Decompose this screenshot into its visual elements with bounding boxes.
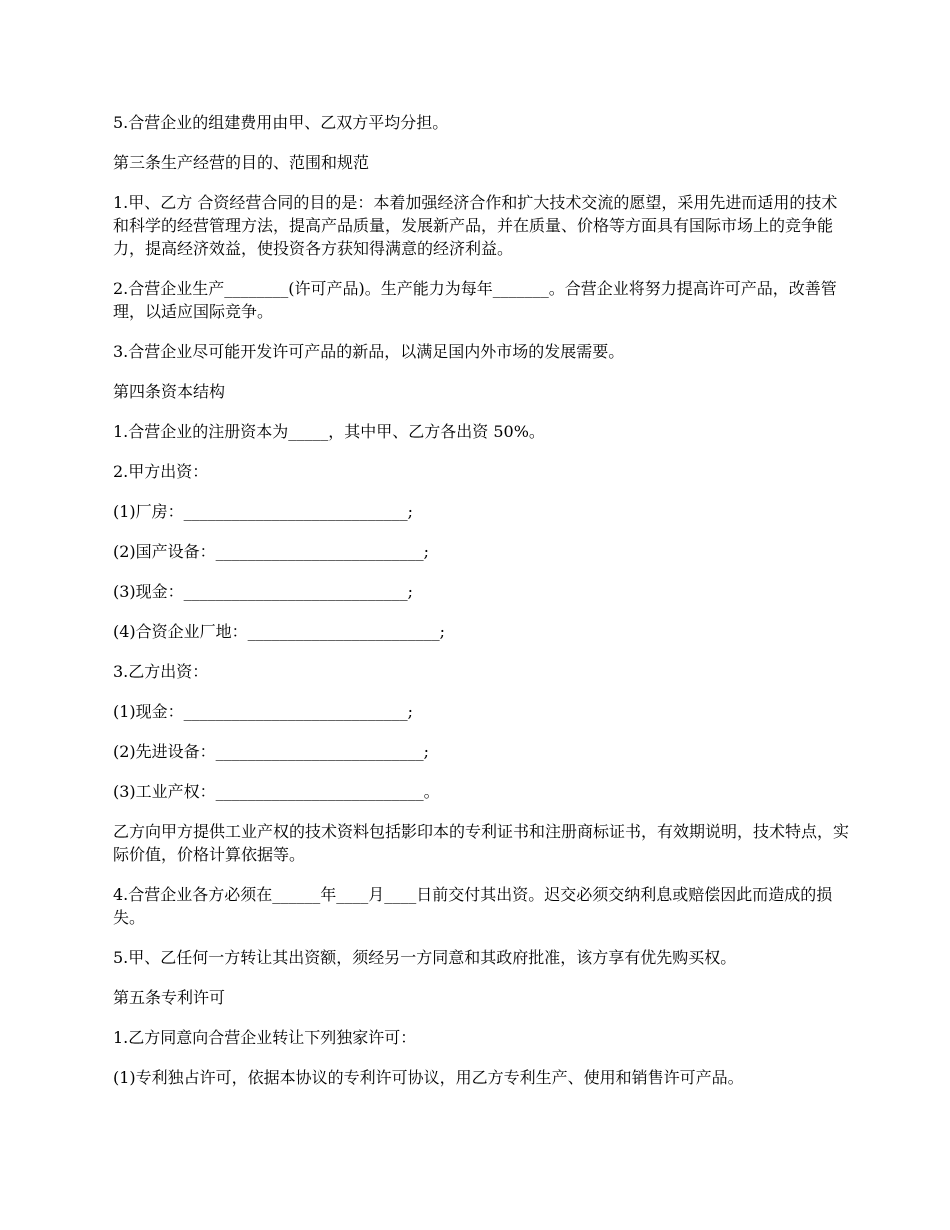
paragraph: 2.甲方出资：	[113, 462, 209, 481]
section-heading: 第四条资本结构	[113, 382, 226, 401]
paragraph: 3.乙方出资：	[113, 662, 209, 681]
list-item: (1)厂房：____________________________;	[113, 502, 414, 521]
paragraph: 4.合营企业各方必须在______年____月____日前交付其出资。迟交必须交纳利息或赔偿因此而造成的损失。	[113, 885, 833, 927]
document-body	[113, 111, 853, 1106]
paragraph: 5.合营企业的组建费用由甲、乙双方平均分担。	[113, 113, 449, 132]
paragraph: 3.合营企业尽可能开发许可产品的新品，以满足国内外市场的发展需要。	[113, 342, 625, 361]
paragraph: 1.乙方同意向合营企业转让下列独家许可：	[113, 1028, 417, 1047]
list-item: (2)先进设备：__________________________;	[113, 742, 430, 761]
paragraph: 5.甲、乙任何一方转让其出资额，须经另一方同意和其政府批准，该方享有优先购买权。	[113, 948, 737, 967]
paragraph: 1.甲、乙方 合资经营合同的目的是：本着加强经济合作和扩大技术交流的愿望，采用先进而适用的技术和科学的经营管理方法，提高产品质量，发展新产品，并在质量、价格等方面具有国际市场上的竞争能力，提高经济效益，使投资各方获知得满意的经济利益。	[113, 193, 838, 258]
section-heading: 第五条专利许可	[113, 988, 226, 1007]
list-item: (3)工业产权：__________________________。	[113, 782, 440, 801]
list-item: (4)合资企业厂地：________________________;	[113, 622, 446, 641]
list-item: (1)专利独占许可，依据本协议的专利许可协议，用乙方专利生产、使用和销售许可产品。	[113, 1068, 744, 1087]
paragraph: 2.合营企业生产________(许可产品)。生产能力为每年_______。合营企业将努力提高许可产品，改善管理，以适应国际竞争。	[113, 279, 837, 321]
list-item: (1)现金：____________________________;	[113, 702, 414, 721]
paragraph: 乙方向甲方提供工业产权的技术资料包括影印本的专利证书和注册商标证书，有效期说明，技术特点，实际价值，价格计算依据等。	[113, 822, 850, 864]
paragraph: 1.合营企业的注册资本为_____，其中甲、乙方各出资 50%。	[113, 422, 545, 441]
section-heading: 第三条生产经营的目的、范围和规范	[113, 153, 370, 172]
list-item: (2)国产设备：__________________________;	[113, 542, 430, 561]
list-item: (3)现金：____________________________;	[113, 582, 414, 601]
